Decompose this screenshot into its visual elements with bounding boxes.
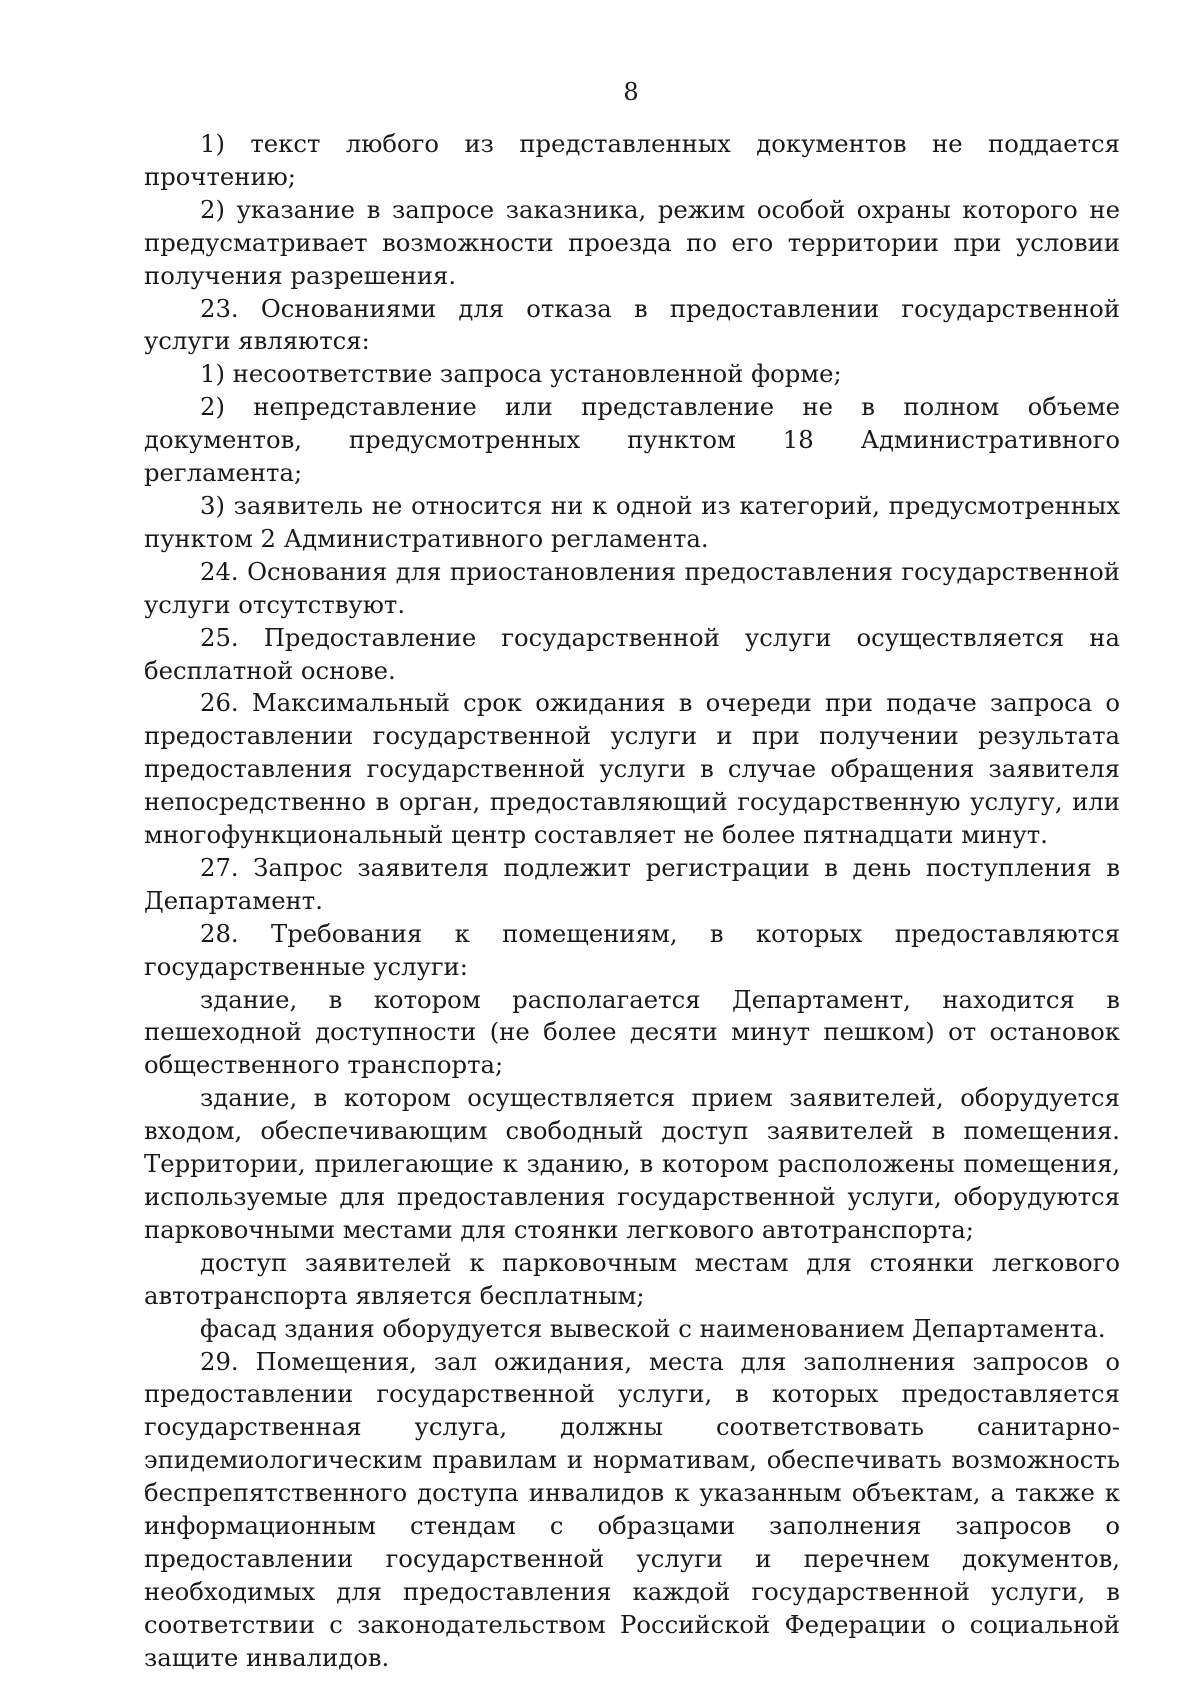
- paragraph-item-1-unreadable-text: 1) текст любого из представленных документов не поддается прочтению;: [144, 129, 1120, 191]
- paragraph-item-1-form-mismatch: 1) несоответствие запроса установленной форме;: [200, 359, 842, 389]
- paragraph-item-3-category: 3) заявитель не относится ни к одной из категорий, предусмотренных пунктом 2 Административного регламента.: [144, 490, 1120, 553]
- paragraph-23-refusal-grounds: 23. Основаниями для отказа в предоставлении государственной услуги являются:: [144, 293, 1120, 356]
- paragraph-facade-sign: фасад здания оборудуется вывеской с наименованием Департамента.: [200, 1313, 1106, 1343]
- paragraph-24-suspension: 24. Основания для приостановления предоставления государственной услуги отсутствуют.: [144, 556, 1120, 619]
- paragraph-item-2-reserve-access: 2) указание в запросе заказника, режим особой охраны которого не предусматривает возможности проезда по его территории при условии получения разрешения.: [144, 194, 1120, 290]
- paragraph-26-waiting-time: 26. Максимальный срок ожидания в очереди при подаче запроса о предоставлении государственной услуги и при получении результата предоставления государственной услуги в случае обращения заявителя непосредственно в орган, предоставляющий государственную услугу, или многофункциональный центр составляет не более пятнадцати минут.: [144, 688, 1120, 850]
- document-body: [144, 128, 1120, 1675]
- page-number: 8: [623, 78, 639, 106]
- paragraph-25-free-of-charge: 25. Предоставление государственной услуги осуществляется на бесплатной основе.: [144, 622, 1120, 685]
- paragraph-building-entrance: здание, в котором осуществляется прием заявителей, оборудуется входом, обеспечивающим свободный доступ заявителей в помещения. Территории, прилегающие к зданию, в котором расположены помещения, используемые для предоставления государственной услуги, оборудуются парковочными местами для стоянки легкового автотранспорта;: [144, 1083, 1120, 1244]
- paragraph-29-accessibility: 29. Помещения, зал ожидания, места для заполнения запросов о предоставлении государственной услуги, в которых предоставляется государственная услуга, должны соответствовать санитарно-эпидемиологическим правилам и нормативам, обеспечивать возможность беспрепятственного доступа инвалидов к указанным объектам, а также к информационным стендам с образцами заполнения запросов о предоставлении государственной услуги и перечнем документов, необходимых для предоставления каждой государственной услуги, в соответствии с законодательством Российской Федерации о социальной защите инвалидов.: [144, 1346, 1120, 1672]
- paragraph-item-2-incomplete-documents: 2) непредставление или представление не в полном объеме документов, предусмотренных пунктом 18 Административного регламента;: [144, 392, 1120, 488]
- paragraph-building-location: здание, в котором располагается Департамент, находится в пешеходной доступности (не более десяти минут пешком) от остановок общественного транспорта;: [144, 984, 1120, 1080]
- paragraph-28-premises-requirements: 28. Требования к помещениям, в которых предоставляются государственные услуги:: [144, 918, 1120, 981]
- paragraph-parking-access: доступ заявителей к парковочным местам для стоянки легкового автотранспорта является бесплатным;: [144, 1247, 1120, 1310]
- paragraph-27-registration: 27. Запрос заявителя подлежит регистрации в день поступления в Департамент.: [144, 852, 1120, 915]
